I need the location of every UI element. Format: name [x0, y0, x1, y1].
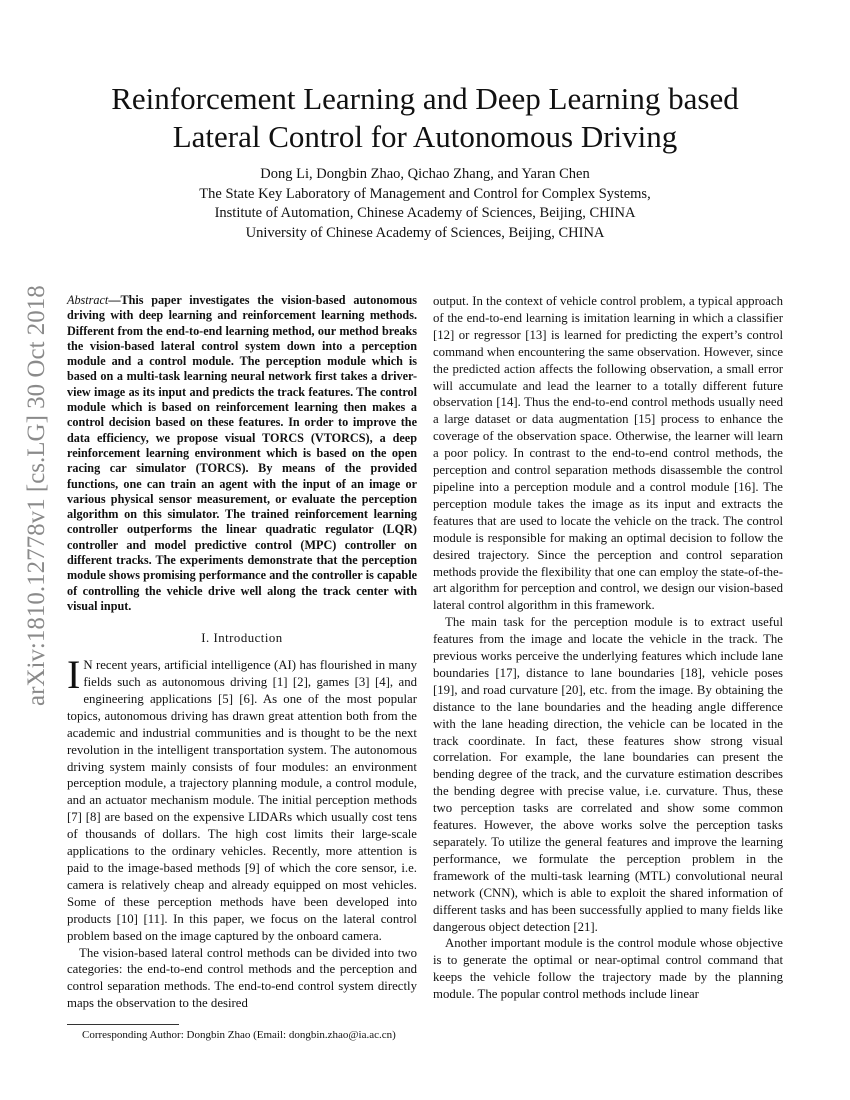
intro-paragraph-1 [67, 652, 417, 944]
author-names: Dong Li, Dongbin Zhao, Qichao Zhang, and Yaran Chen [260, 166, 590, 182]
author-block [40, 165, 810, 243]
title-line-2: Lateral Control for Autonomous Driving [172, 119, 678, 154]
left-column [67, 293, 417, 1012]
affiliation-line-2: Institute of Automation, Chinese Academy of Sciences, Beijing, CHINA [214, 205, 636, 221]
footnote-divider [67, 1024, 179, 1025]
intro-paragraph-1-text: N recent years, artificial intelligence (AI) has flourished in many fields such as autonomous driving [1] [2], games [3] [4], and engineering applications [5] [6]. As one of the most popular topics, autonomous driving has drawn great attention both from the academic and industrial communities and is thought to be the next revolution in the intelligent transportation system. The autonomous driving system mainly consists of four modules: an environment perception module, a trajectory planning module, a control module, and an actuator mechanism module. The initial perception methods [7] [8] are based on the expensive LIDARs which usually cost tens of thousands of dollars. The high cost limits their large-scale applications to the ordinary vehicles. Recently, more attention is paid to the image-based methods [9] of which the core sensor, i.e. camera is relatively cheap and already equipped on most vehicles. Some of these perception methods have been developed into products [10] [11]. In this paper, we focus on the lateral control problem based on the image captured by the onboard camera. [67, 658, 417, 943]
arxiv-sidebar [14, 285, 60, 706]
right-column [433, 293, 783, 1003]
intro-paragraph-2: The vision-based lateral control methods can be divided into two categories: the end-to-end control methods and the perception and control separation methods. The end-to-end control system directly maps the observation to the desired [67, 945, 417, 1011]
abstract [67, 293, 417, 614]
paper-title [40, 80, 810, 156]
affiliation-line-3: University of Chinese Academy of Sciences, Beijing, CHINA [245, 224, 605, 241]
abstract-text: —This paper investigates the vision-based autonomous driving with deep learning and reinforcement learning methods. Different from the end-to-end learning method, our method breaks the vision-based lateral control system down into a perception module and a control module. The perception module which is based on a multi-task learning neural network first takes a driver-view image as its input and predicts the track features. The control module which is based on reinforcement learning then makes a control decision based on these features. In order to improve the data efficiency, we propose visual TORCS (VTORCS), a deep reinforcement learning environment which is based on the open racing car simulator (TORCS). By means of the provided functions, one can train an agent with the input of an image or various physical sensor measurement, or evaluate the perception algorithm on this simulator. The trained reinforcement learning controller outperforms the linear quadratic regulator (LQR) controller and model predictive control (MPC) controller on different tracks. The experiments demonstrate that the perception module shows promising performance and the controller is capable of controlling the vehicle drive well along the track center with visual input. [67, 293, 417, 613]
affiliation-line-1: The State Key Laboratory of Management and Control for Complex Systems, [199, 185, 651, 202]
title-line-1: Reinforcement Learning and Deep Learning based [111, 81, 739, 116]
abstract-label: Abstract [67, 293, 109, 307]
right-paragraph-2: The main task for the perception module is to extract useful features from the image and locate the vehicle in the track. The previous works perceive the underlying features which include lane boundaries [17], distance to lane boundaries [18], vehicle poses [19], and road curvature [20], etc. from the image. By obtaining the distance to the lane boundaries and the heading angle difference with the lane heading direction, the vehicle can be located in the track coordinate. In fact, these features show strong visual correlation. For example, the lane boundaries can present the bending degree of the track, and the curvature estimation describes the bending degree with precise value, i.e. curvature. Thus, these two perception tasks are correlated and show some common features. However, the above works solve the perception tasks separately. To utilize the general features and improve the learning performance, we formulate the perception problem in the framework of the multi-task learning (MTL) convolutional neural network (CNN), which is able to exploit the shared information of different tasks and has been successfully applied to many fields like dangerous object detection [21]. [433, 615, 783, 934]
arxiv-identifier: arXiv:1810.12778v1 [cs.LG] 30 Oct 2018 [23, 285, 50, 706]
drop-cap: I [67, 652, 81, 698]
right-paragraph-3: Another important module is the control module whose objective is to generate the optimal or near-optimal control command that keeps the vehicle follow the trajectory made by the planning module. The popular control methods include linear [433, 936, 783, 1002]
footnote: Corresponding Author: Dongbin Zhao (Email: dongbin.zhao@ia.ac.cn) [82, 1029, 396, 1041]
section-heading-introduction: I. Introduction [201, 631, 283, 646]
right-paragraph-1: output. In the context of vehicle control problem, a typical approach of the end-to-end learning is imitation learning in which a classifier [12] or regressor [13] is learned for predicting the expert’s control command when encountering the same observation. However, since the predicted action affects the following observation, a small error will accumulate and lead the learner to a totally different future observation [14]. Thus the end-to-end control methods usually need a large dataset or data augmentation [15] process to enhance the coverage of the observation space. Otherwise, the learner will learn a poor policy. In contrast to the end-to-end control methods, the perception and control separation methods disassemble the control pipeline into a perception module and a control module [16]. The perception module takes the image as its input and extracts the features that are used to locate the vehicle on the track. The control module is responsible for making an optimal decision to follow the desired trajectory. Since the perception and control separation methods provide the flexibility that one can employ the state-of-the-art algorithm for perception and control, we design our vision-based lateral control algorithm in this framework. [433, 294, 783, 613]
